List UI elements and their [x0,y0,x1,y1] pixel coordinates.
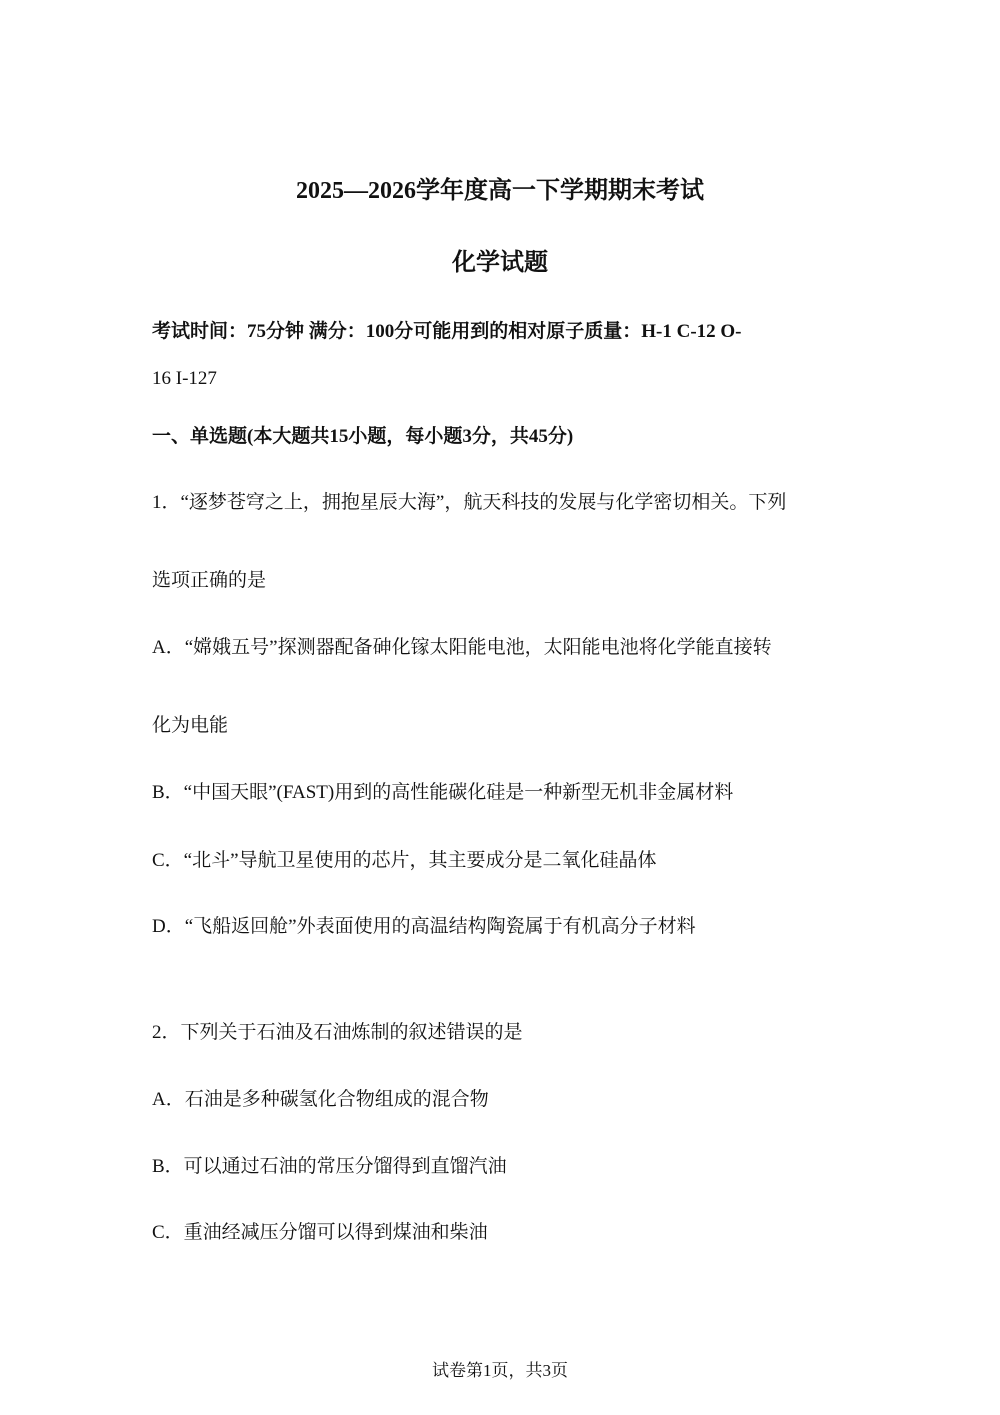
question-1-option-d: D．“飞船返回舱”外表面使用的高温结构陶瓷属于有机高分子材料 [152,916,696,937]
exam-info-line-2: 16 I-127 [152,368,217,389]
exam-title: 2025—2026学年度高一下学期期末考试 [296,178,704,204]
section-heading: 一、单选题(本大题共15小题，每小题3分，共45分) [152,426,574,447]
question-2-option-c: C．重油经减压分馏可以得到煤油和柴油 [152,1222,488,1243]
question-2-stem: 2．下列关于石油及石油炼制的叙述错误的是 [152,1022,523,1043]
question-1-stem-line-1: 1．“逐梦苍穹之上，拥抱星辰大海”，航天科技的发展与化学密切相关。下列 [152,492,787,513]
exam-info-line-1: 考试时间：75分钟 满分：100分可能用到的相对原子质量：H-1 C-12 O- [152,321,742,342]
question-1-option-c: C．“北斗”导航卫星使用的芯片，其主要成分是二氧化硅晶体 [152,850,657,871]
question-1-option-a-line-1: A．“嫦娥五号”探测器配备砷化镓太阳能电池，太阳能电池将化学能直接转 [152,637,772,658]
page-footer: 试卷第1页，共3页 [432,1361,568,1380]
subject-title: 化学试题 [452,250,548,276]
question-2-option-b: B．可以通过石油的常压分馏得到直馏汽油 [152,1156,507,1177]
question-1-option-a-line-2: 化为电能 [152,715,229,736]
question-2-option-a: A．石油是多种碳氢化合物组成的混合物 [152,1089,489,1110]
question-1-stem-line-2: 选项正确的是 [152,570,267,591]
question-1-option-b: B．“中国天眼”(FAST)用到的高性能碳化硅是一种新型无机非金属材料 [152,782,734,803]
